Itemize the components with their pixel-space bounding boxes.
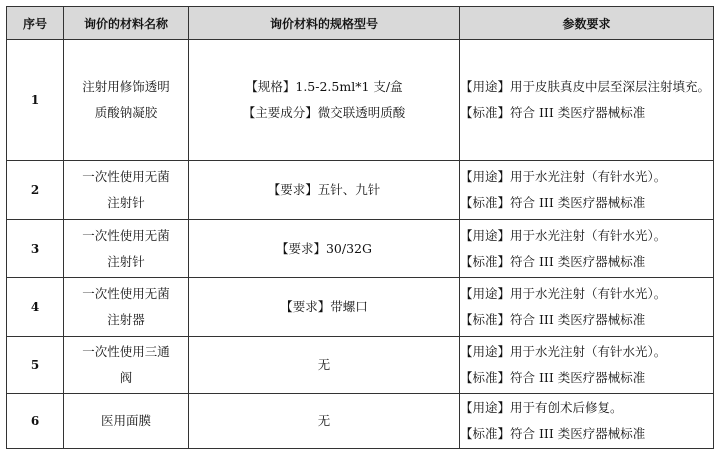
specification-line: 无	[317, 413, 331, 429]
row-serial-number: 6	[7, 394, 64, 449]
table-row	[7, 160, 714, 219]
parameter-usage: 【用途】用于水光注射（有针水光）。	[460, 168, 667, 184]
row-specification-model	[189, 278, 460, 337]
inquiry-materials-table	[6, 6, 714, 449]
header-material-name: 询价的材料名称	[64, 7, 189, 40]
header-serial-number: 序号	[7, 7, 64, 40]
parameter-standard: 【标准】符合 III 类医疗器械标准	[460, 426, 646, 442]
parameter-standard: 【标准】符合 III 类医疗器械标准	[460, 104, 646, 120]
header-parameter-requirements: 参数要求	[460, 7, 714, 40]
row-serial-number: 4	[7, 278, 64, 337]
row-parameter-requirements	[460, 337, 714, 394]
material-name-line: 质酸钠凝胶	[94, 104, 158, 120]
specification-line: 【主要成分】微交联透明质酸	[242, 104, 406, 120]
material-name-line: 医用面膜	[100, 413, 151, 429]
parameter-standard: 【标准】符合 III 类医疗器械标准	[460, 370, 646, 386]
parameter-usage: 【用途】用于水光注射（有针水光）。	[460, 286, 667, 302]
row-serial-number: 3	[7, 219, 64, 278]
material-name-line: 注射器	[107, 312, 145, 328]
parameter-standard: 【标准】符合 III 类医疗器械标准	[460, 312, 646, 328]
row-material-name	[64, 394, 189, 449]
table-row	[7, 219, 714, 278]
row-specification-model	[189, 160, 460, 219]
parameter-usage: 【用途】用于水光注射（有针水光）。	[460, 227, 667, 243]
row-parameter-requirements	[460, 278, 714, 337]
row-parameter-requirements	[460, 40, 714, 161]
row-parameter-requirements	[460, 160, 714, 219]
row-specification-model	[189, 337, 460, 394]
specification-line: 【要求】带螺口	[280, 299, 368, 315]
row-material-name	[64, 219, 189, 278]
parameter-standard: 【标准】符合 III 类医疗器械标准	[460, 194, 646, 210]
row-material-name	[64, 337, 189, 394]
row-material-name	[64, 160, 189, 219]
parameter-usage: 【用途】用于水光注射（有针水光）。	[460, 344, 667, 360]
table-row	[7, 337, 714, 394]
material-name-line: 注射针	[107, 253, 145, 269]
specification-line: 【要求】五针、九针	[267, 181, 381, 197]
parameter-standard: 【标准】符合 III 类医疗器械标准	[460, 253, 646, 269]
row-parameter-requirements	[460, 394, 714, 449]
material-name-line: 一次性使用无菌	[82, 286, 170, 302]
specification-line: 【规格】1.5-2.5ml*1 支/盒	[245, 78, 403, 94]
material-name-line: 一次性使用三通	[82, 344, 170, 360]
material-name-line: 阀	[119, 370, 133, 386]
row-specification-model	[189, 394, 460, 449]
table-row	[7, 278, 714, 337]
row-serial-number: 1	[7, 40, 64, 161]
table-row	[7, 40, 714, 161]
row-parameter-requirements	[460, 219, 714, 278]
specification-line: 【要求】30/32G	[275, 240, 372, 256]
row-serial-number: 2	[7, 160, 64, 219]
table-row	[7, 394, 714, 449]
material-name-line: 注射针	[107, 194, 145, 210]
specification-line: 无	[317, 357, 331, 373]
row-material-name	[64, 40, 189, 161]
row-material-name	[64, 278, 189, 337]
parameter-usage: 【用途】用于皮肤真皮中层至深层注射填充。	[460, 78, 711, 94]
header-specification-model: 询价材料的规格型号	[189, 7, 460, 40]
row-specification-model	[189, 40, 460, 161]
material-name-line: 注射用修饰透明	[82, 78, 170, 94]
parameter-usage: 【用途】用于有创术后修复。	[460, 400, 623, 416]
material-name-line: 一次性使用无菌	[82, 168, 170, 184]
material-name-line: 一次性使用无菌	[82, 227, 170, 243]
row-specification-model	[189, 219, 460, 278]
row-serial-number: 5	[7, 337, 64, 394]
table-header-row	[7, 7, 714, 40]
